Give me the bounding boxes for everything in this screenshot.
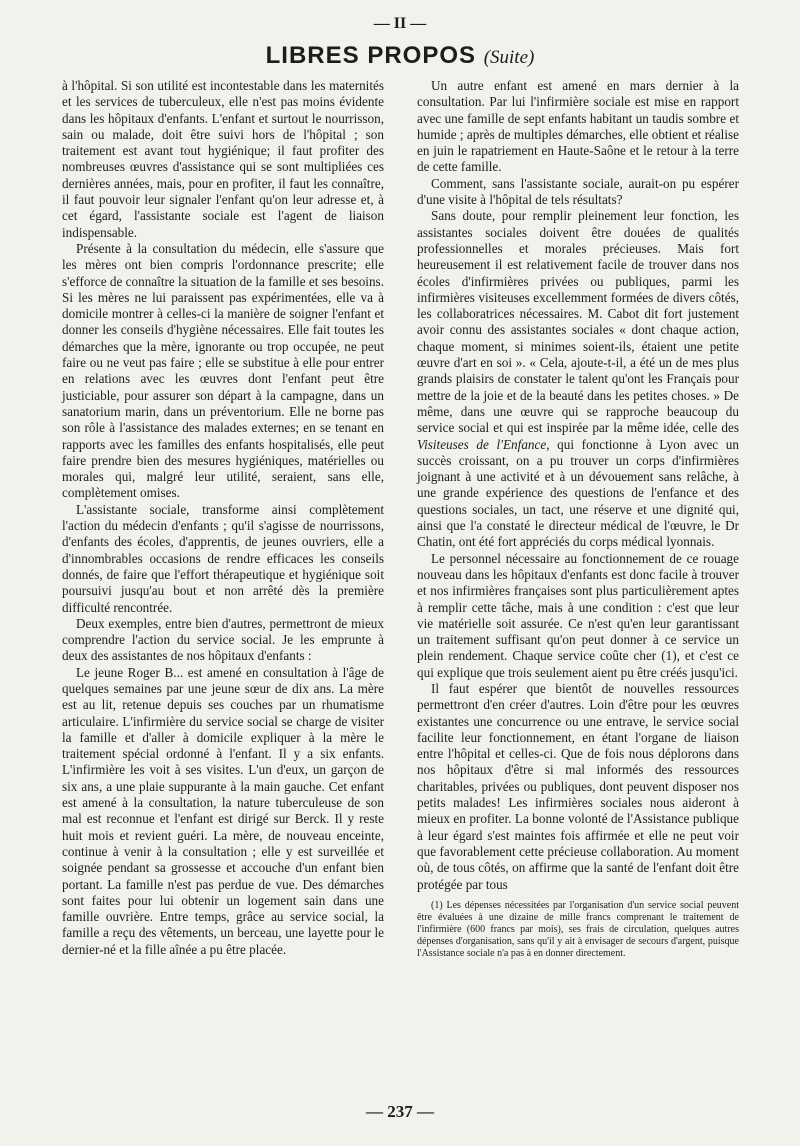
- paragraph: à l'hôpital. Si son utilité est incontestable dans les maternités et les services de tuberculeux, elle n'est pas moins évidente dans les hôpitaux d'enfants. L'enfant et surtout le nourrisson, sain ou malade, doit être suivi hors de l'hôpital ; son traitement est avant tout hygiénique; il faut profiter des nombreuses œuvres d'assistance qui se sont multipliées ces dernières années, mais, pour en profiter, il faut les connaître, il faut pouvoir leur signaler l'enfant qu'on leur adresse et, à cet égard, l'assistante sociale est l'agent de liaison indispensable.: [62, 78, 384, 240]
- paragraph: Un autre enfant est amené en mars dernier à la consultation. Par lui l'infirmière sociale est mise en rapport avec une famille de sept enfants habitant un taudis sombre et humide ; après de multiples démarches, elle obtient et réalise en juin le rapatriement en Haute-Saône et le retour à la terre de cette famille.: [417, 78, 739, 175]
- footnote: (1) Les dépenses nécessitées par l'organisation d'un service social peuvent être évaluées à une dizaine de mille francs comprenant le traitement de l'infirmière (600 francs par mois), ses frais de circulation, quelques autres dépenses d'organisation, sans qu'il y ait à envisager de secours d'argent, puisque l'Assistance sociale n'a pas à en donner directement.: [417, 899, 739, 959]
- page-title: [0, 42, 800, 70]
- title-suffix: (Suite): [483, 47, 535, 68]
- paragraph: [417, 208, 739, 550]
- case-example-paragraph: Le jeune Roger B... est amené en consultation à l'âge de quelques semaines par une jeune sœur de dix ans. La mère est au lit, retenue depuis ses couches par un rhumatisme articulaire. L'infirmière du service social se charge de visiter la famille et d'aller à domicile expliquer à la mère le traitement spécial ordonné à l'enfant. Il y a six enfants. L'infirmière les voit à ses visites. L'un d'eux, un garçon de six ans, a une plaie suppurante à la main gauche. Cet enfant est amené à la consultation, la nature tuberculeuse de son mal est reconnue et l'enfant est dirigé sur Berck. Il y reste huit mois et revient guéri. La mère, de nouveau enceinte, continue à venir à la consultation ; elle y est surveillée et soignée pendant sa grossesse et accouche d'un enfant bien portant. La famille n'est pas perdue de vue. Des démarches sont faites pour lui obtenir un logement sain dans une famille ouvrière. Entre temps, grâce au service social, la famille a reçu des vêtements, un berceau, une layette pour le dernier-né et la fille aînée a pu être placée.: [62, 664, 384, 957]
- title-text: LIBRES PROPOS: [265, 42, 477, 69]
- paragraph: Deux exemples, entre bien d'autres, permettront de mieux comprendre l'action du service social. Je les emprunte à deux des assistantes de nos hôpitaux d'enfants :: [62, 615, 384, 664]
- paragraph: Le personnel nécessaire au fonctionnement de ce rouage nouveau dans les hôpitaux d'enfants est donc facile à trouver et nos infirmières françaises sont plus particulièrement aptes à remplir cette tâche, mais à une condition : c'est que leur vie matérielle soit assurée. Ce n'est qu'en leur garantissant un traitement suffisant qu'on peut donner à ce service un plein rendement. Chaque service coûte cher (1), et c'est ce qui explique que trois seulement aient pu être créés jusqu'ici.: [417, 550, 739, 680]
- paragraph: L'assistante sociale, transforme ainsi complètement l'action du médecin d'enfants ; qu'il s'agisse de nourrissons, d'enfants des écoles, d'apprentis, de jeunes ouvriers, elle a d'innombrables occasions de rendre efficaces les conseils donnés, de faire que l'effort thérapeutique et hygiénique soit poursuivi jusqu'au bout et non arrêté dès la première difficulté rencontrée.: [62, 501, 384, 615]
- paragraph-text: Sans doute, pour remplir pleinement leur fonction, les assistantes sociales doivent être douées de qualités professionnelles et morales précieuses. Mais fort heureusement il est relativement facile de trouver dans nos écoles d'infirmières privées ou publiques, parmi les infirmières visiteuses excellemment formées de divers côtés, les collaboratrices nécessaires. M. Cabot dit fort justement avoir connu des assistantes sociales « dont chaque action, chaque moment, si minimes soient-ils, étaient une petite œuvre d'art en soi ». « Cela, ajoute-t-il, a été un de mes plus grands plaisirs de constater le talent qu'ont les Français pour mettre de la joie et de la beauté dans les petites choses. » De même, dans une œuvre qui se rapproche beaucoup du service social et qui est inspirée par la même idée, celle des: [417, 208, 739, 436]
- page-roman-number: — II —: [373, 15, 427, 32]
- right-column: [417, 78, 739, 960]
- italic-title: Visiteuses de l'Enfance: [417, 436, 547, 452]
- paragraph: Présente à la consultation du médecin, elle s'assure que les mères ont bien compris l'ordonnance prescrite; elle s'efforce de connaître la situation de la famille et ses besoins. Si les mères ne lui paraissent pas expérimentées, elle va à domicile montrer à celles-ci la manière de soigner l'enfant et donner les conseils d'hygiène nécessaires. Elle fait toutes les démarches que la mère, ignorante ou trop occupée, ne peut faire ou ne veut pas faire ; elle se substitue à elle pour entrer en relations avec les œuvres dont l'enfant peut être justiciable, pour assurer son départ à la campagne, dans un sanatorium marin, dans un préventorium. Elle ne borne pas son rôle à l'assistance des malades externes; en se tenant en rapports avec les familles des enfants hospitalisés, elle peut faire prendre bien des mesures hygiéniques, matérielles ou morales qui, malgré leur utilité, seraient, sans elle, complètement omises.: [62, 240, 384, 501]
- paragraph: Il faut espérer que bientôt de nouvelles ressources permettront d'en créer d'autres. Loin d'être pour les œuvres existantes une concurrence ou une entrave, le service social facilite leur fonctionnement, en étant l'organe de liaison entre l'hôpital et celles-ci. Que de fois nous déplorons dans nos hôpitaux d'être si mal informés des ressources charitables, privées ou publiques, dont peuvent disposer nos petits malades! Les infirmières sociales nous aideront à mieux en profiter. La bonne volonté de l'Assistance publique à leur égard s'est maintes fois affirmée et elle ne peut voir que favorablement cette précieuse collaboration. Au moment où, de tous côtés, on affirme que la santé de l'enfant doit être protégée par tous: [417, 680, 739, 892]
- page-folio: — 237 —: [366, 1102, 434, 1121]
- paragraph: Comment, sans l'assistante sociale, aurait-on pu espérer d'une visite à l'hôpital de tels résultats?: [417, 175, 739, 208]
- paragraph-text: , qui fonctionne à Lyon avec un succès croissant, on a pu trouver un corps d'infirmières joignant à une activité et à un dévouement sans relâche, à une grande expérience des questions de l'enfance et des questions sociales, un tact, une réserve et une dignité qui, ainsi que l'a constaté le directeur médical de l'œuvre, le Dr Chatin, ont été fort appréciés du corps médical lyonnais.: [417, 436, 739, 550]
- left-column: [62, 78, 384, 958]
